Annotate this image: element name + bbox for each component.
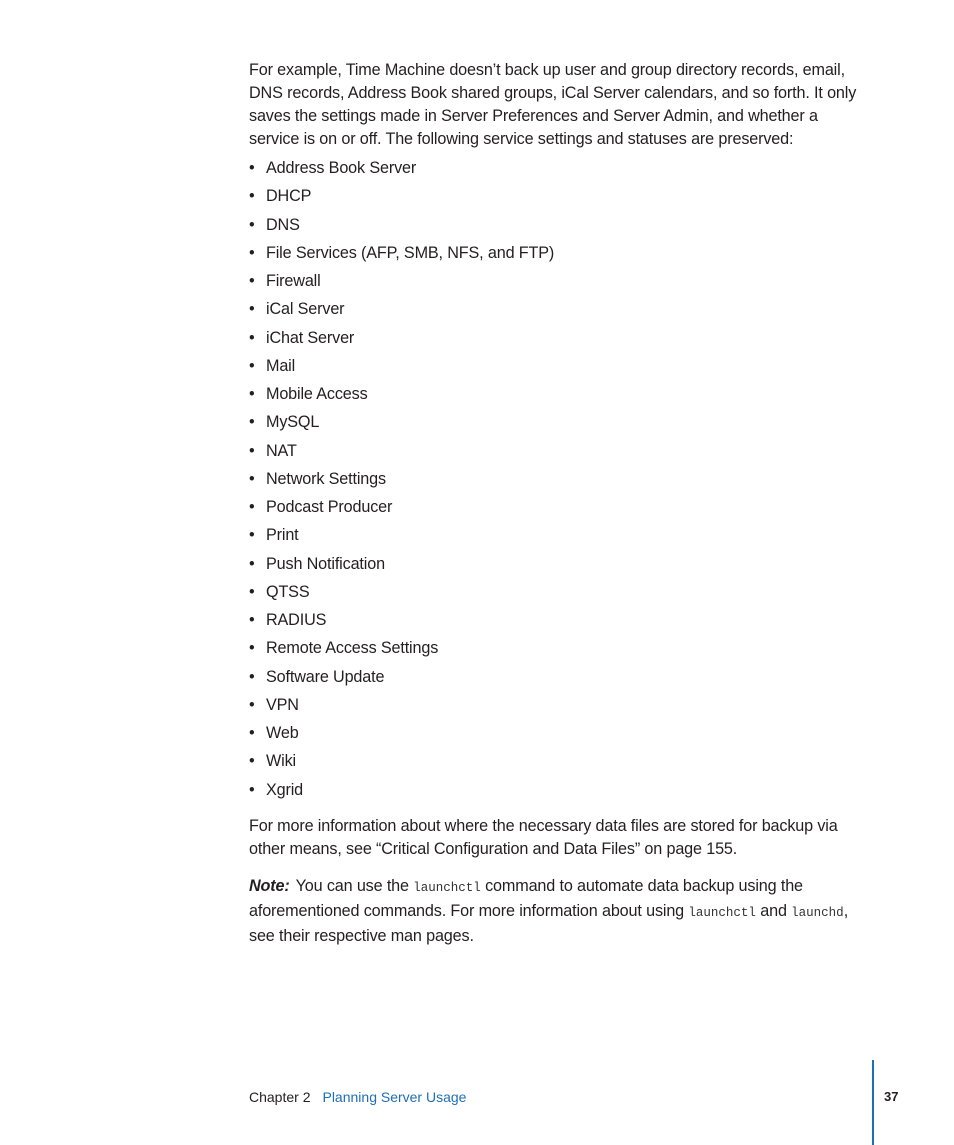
bullet-icon: • <box>249 328 255 347</box>
service-name: DHCP <box>266 187 312 206</box>
service-name: Firewall <box>266 272 321 290</box>
note-label: Note: <box>249 877 290 895</box>
list-item <box>249 242 849 270</box>
bullet-icon: • <box>249 611 255 629</box>
service-name: VPN <box>266 695 299 714</box>
service-name: Wiki <box>266 752 296 771</box>
bullet-icon: • <box>249 554 255 573</box>
list-item <box>249 185 849 213</box>
service-name: Network Settings <box>266 469 386 488</box>
bullet-icon: • <box>249 780 255 799</box>
list-item <box>249 722 849 750</box>
list-item <box>249 666 849 694</box>
bullet-icon: • <box>249 356 255 375</box>
footer-chapter: Chapter 2 <box>249 1089 311 1105</box>
service-name: iCal Server <box>266 300 345 319</box>
list-item <box>249 694 849 722</box>
service-name: File Services (AFP, SMB, NFS, and FTP) <box>266 243 555 262</box>
bullet-icon: • <box>249 667 255 686</box>
service-name: Xgrid <box>266 780 304 799</box>
bullet-icon: • <box>249 469 255 488</box>
more-info-paragraph: For more information about where the necessary data files are stored for backup via other means, see “Critical Configuration and Data Files” on page 155. <box>249 817 838 858</box>
list-item <box>249 750 849 778</box>
service-name: Software Update <box>266 667 385 686</box>
list-item <box>249 383 849 411</box>
list-item <box>249 553 849 581</box>
bullet-icon: • <box>249 582 255 601</box>
service-name: Remote Access Settings <box>266 639 439 658</box>
bullet-icon: • <box>249 526 255 545</box>
service-name: DNS <box>266 215 300 234</box>
service-name: iChat Server <box>266 328 355 347</box>
page-number: 37 <box>884 1089 899 1104</box>
list-item <box>249 524 849 552</box>
list-item <box>249 609 849 637</box>
service-name: Push Notification <box>266 554 385 573</box>
service-name: Mobile Access <box>266 385 368 403</box>
list-item <box>249 157 849 185</box>
list-item <box>249 327 849 355</box>
page-footer <box>249 1088 466 1106</box>
bullet-icon: • <box>249 300 255 319</box>
bullet-icon: • <box>249 441 255 460</box>
note-text: , see their respective man pages. <box>249 902 849 945</box>
list-item <box>249 468 849 496</box>
bullet-icon: • <box>249 243 255 262</box>
note-text: command to automate data backup using the aforementioned commands. For more information about using <box>249 877 803 920</box>
list-item <box>249 298 849 326</box>
list-item <box>249 440 849 468</box>
list-item <box>249 355 849 383</box>
note-paragraph <box>249 875 859 948</box>
service-name: Mail <box>266 356 296 375</box>
list-item <box>249 581 849 609</box>
bullet-icon: • <box>249 215 255 234</box>
list-item <box>249 496 849 524</box>
service-name: QTSS <box>266 582 310 601</box>
list-item <box>249 214 849 242</box>
service-name: RADIUS <box>266 611 327 629</box>
intro-paragraph: For example, Time Machine doesn’t back up user and group directory records, email, DNS records, Address Book shared groups, iCal Server calendars, and so forth. It only saves the settings made in Server Preferences and Server Admin, and whether a service is on or off. The following service settings and statuses are preserved: <box>249 61 857 148</box>
service-name: MySQL <box>266 413 320 432</box>
footer-chapter-title: Planning Server Usage <box>322 1089 467 1105</box>
service-name: Podcast Producer <box>266 498 393 516</box>
bullet-icon: • <box>249 639 255 658</box>
bullet-icon: • <box>249 498 255 516</box>
bullet-icon: • <box>249 272 255 290</box>
list-item <box>249 637 849 665</box>
bullet-icon: • <box>249 724 255 742</box>
list-item <box>249 270 849 298</box>
service-name: Address Book Server <box>266 159 417 177</box>
code-launchctl: launchctl <box>413 881 481 895</box>
service-list <box>249 157 849 807</box>
bullet-icon: • <box>249 159 255 177</box>
bullet-icon: • <box>249 752 255 771</box>
code-launchctl: launchctl <box>688 906 756 920</box>
service-name: NAT <box>266 441 297 460</box>
footer-divider <box>872 1060 874 1145</box>
note-text: and <box>755 902 792 920</box>
bullet-icon: • <box>249 695 255 714</box>
bullet-icon: • <box>249 385 255 403</box>
list-item <box>249 779 849 807</box>
code-launchd: launchd <box>791 906 844 920</box>
bullet-icon: • <box>249 187 255 206</box>
list-item <box>249 411 849 439</box>
service-name: Web <box>266 724 299 742</box>
service-name: Print <box>266 526 299 545</box>
bullet-icon: • <box>249 413 255 432</box>
note-text: You can use the <box>295 877 414 895</box>
